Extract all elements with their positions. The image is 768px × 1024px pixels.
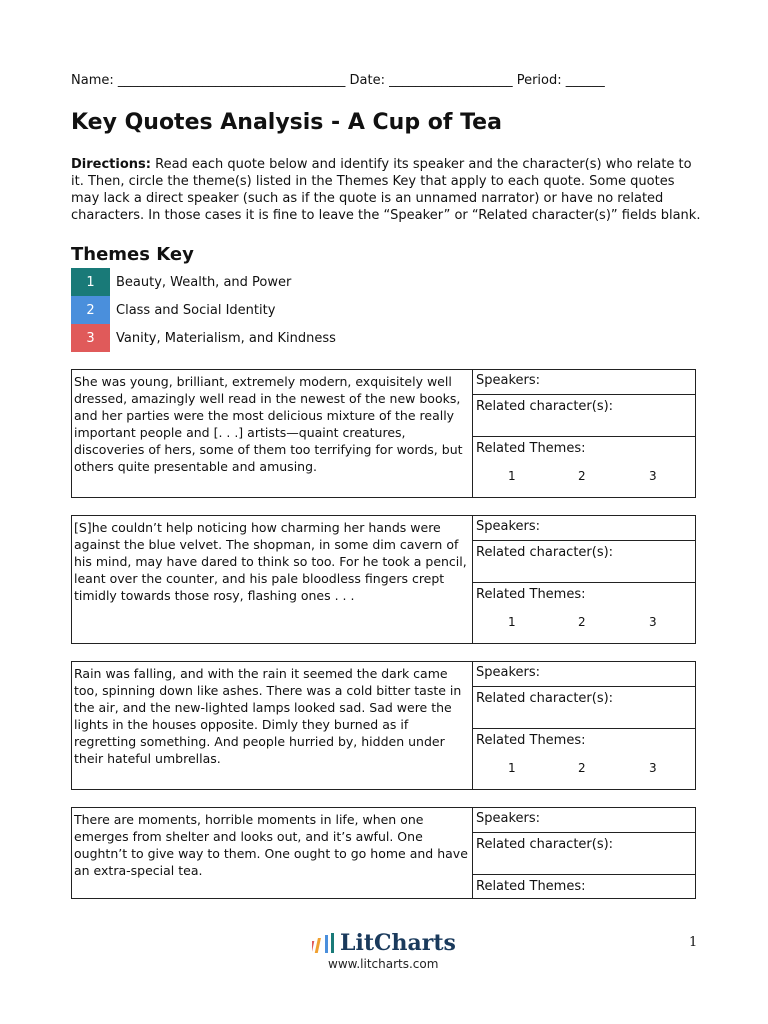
related-themes-field: [473, 875, 695, 898]
theme-choice-1[interactable]: 1: [508, 615, 516, 629]
theme-choice-3[interactable]: 3: [649, 761, 657, 775]
quote-table-3: [71, 661, 696, 790]
theme-number-badge: 1: [71, 268, 110, 296]
related-themes-field: [473, 437, 695, 497]
theme-key-item-3: [71, 324, 336, 352]
answer-fields: [473, 370, 695, 497]
theme-choice-1[interactable]: 1: [508, 469, 516, 483]
quote-text: [S]he couldn’t help noticing how charming her hands were against the blue velvet. The shopman, in some dim cavern of his mind, may have dared to think so too. For he took a pencil, leant over the counter, and his pale bloodless fingers crept timidly towards those rosy, flashing ones . . .: [72, 516, 473, 643]
answer-fields: [473, 662, 695, 789]
related-themes-label: Related Themes:: [476, 587, 586, 602]
answer-fields: [473, 516, 695, 643]
speakers-label: Speakers:: [476, 665, 541, 680]
related-themes-field: [473, 583, 695, 643]
litcharts-logo: [312, 930, 456, 956]
related-characters-field[interactable]: [473, 833, 695, 875]
quote-text: There are moments, horrible moments in life, when one emerges from shelter and looks out, and it’s awful. One oughtn’t to give way to them. One ought to go home and have an extra-special tea.: [72, 808, 473, 898]
speakers-field[interactable]: [473, 808, 695, 833]
themes-key-heading: Themes Key: [71, 244, 194, 265]
related-characters-label: Related character(s):: [476, 837, 614, 852]
theme-number-badge: 2: [71, 296, 110, 324]
theme-label: Class and Social Identity: [116, 302, 276, 318]
related-characters-field[interactable]: [473, 687, 695, 729]
speakers-label: Speakers:: [476, 373, 541, 388]
speakers-label: Speakers:: [476, 811, 541, 826]
speakers-field[interactable]: [473, 662, 695, 687]
related-themes-label: Related Themes:: [476, 733, 586, 748]
related-themes-field: [473, 729, 695, 789]
theme-choice-3[interactable]: 3: [649, 469, 657, 483]
theme-number-badge: 3: [71, 324, 110, 352]
directions-text: Read each quote below and identify its speaker and the character(s) who relate to it. Then, circle the theme(s) listed in the Themes Key that apply to each quote. Some quotes may lack a direct speaker (such as if the quote is an unnamed narrator) or have no related characters. In those cases it is fine to leave the “Speaker” or “Related character(s)” fields blank.: [71, 157, 701, 223]
theme-choice-2[interactable]: 2: [578, 469, 586, 483]
theme-choice-2[interactable]: 2: [578, 761, 586, 775]
bar-chart-logo-icon: [312, 933, 336, 953]
theme-key-item-2: [71, 296, 275, 324]
related-characters-field[interactable]: [473, 395, 695, 437]
related-characters-label: Related character(s):: [476, 399, 614, 414]
page-number: 1: [689, 935, 698, 950]
related-themes-label: Related Themes:: [476, 879, 586, 894]
speakers-field[interactable]: [473, 370, 695, 395]
theme-key-item-1: [71, 268, 291, 296]
speakers-field[interactable]: [473, 516, 695, 541]
logo-wordmark: LitCharts: [340, 930, 456, 956]
directions-label: Directions:: [71, 157, 151, 172]
quote-text: Rain was falling, and with the rain it seemed the dark came too, spinning down like ashes. There was a cold bitter taste in the air, and the new-lighted lamps looked sad. Sad were the lights in the houses opposite. Dimly they burned as if regretting something. And people hurried by, hidden under their hateful umbrellas.: [72, 662, 473, 789]
theme-label: Vanity, Materialism, and Kindness: [116, 330, 336, 346]
theme-choice-1[interactable]: 1: [508, 761, 516, 775]
quote-table-2: [71, 515, 696, 644]
speakers-label: Speakers:: [476, 519, 541, 534]
theme-choice-3[interactable]: 3: [649, 615, 657, 629]
theme-label: Beauty, Wealth, and Power: [116, 274, 292, 290]
answer-fields: [473, 808, 695, 898]
related-characters-label: Related character(s):: [476, 545, 614, 560]
quote-table-1: [71, 369, 696, 498]
related-characters-label: Related character(s):: [476, 691, 614, 706]
related-themes-label: Related Themes:: [476, 441, 586, 456]
related-characters-field[interactable]: [473, 541, 695, 583]
directions: [71, 156, 701, 224]
quote-table-4: [71, 807, 696, 899]
name-date-period-line: Name: ___________________________________ Date: ___________________ Period: ______: [71, 73, 605, 88]
theme-choice-2[interactable]: 2: [578, 615, 586, 629]
quote-text: She was young, brilliant, extremely modern, exquisitely well dressed, amazingly well read in the newest of the new books, and her parties were the most delicious mixture of the really important people and [. . .] artists—quaint creatures, discoveries of hers, some of them too terrifying for words, but others quite presentable and amusing.: [72, 370, 473, 497]
footer-url: www.litcharts.com: [328, 957, 439, 971]
page-title: Key Quotes Analysis - A Cup of Tea: [71, 110, 502, 135]
